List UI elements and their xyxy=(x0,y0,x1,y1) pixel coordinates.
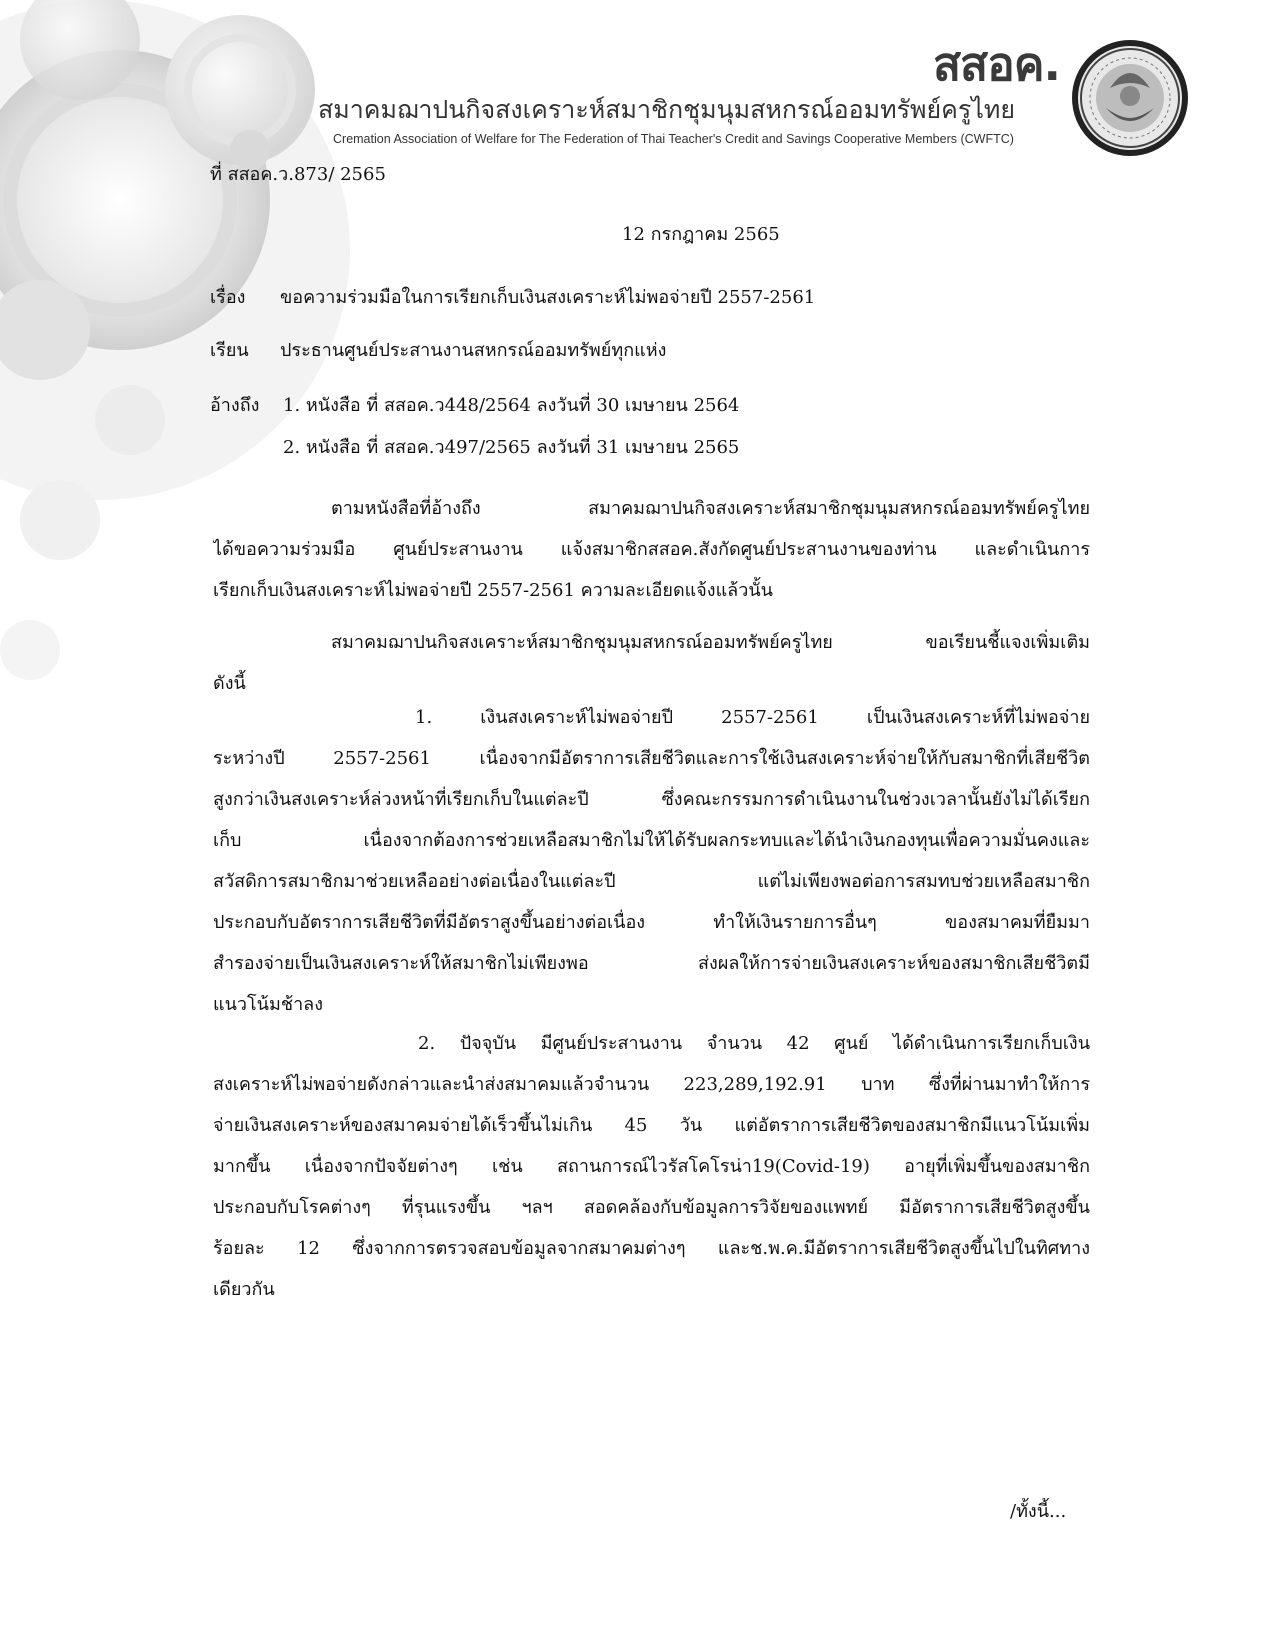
document-date: 12 กรกฎาคม 2565 xyxy=(622,224,780,245)
text-line: แนวโน้มช้าลง xyxy=(213,994,323,1015)
text-line: ได้ขอความร่วมมือ ศูนย์ประสานงาน แจ้งสมาชิกสสอค.สังกัดศูนย์ประสานงานของท่าน และดำเนินการ xyxy=(213,539,1090,560)
text-line: มากขึ้น เนื่องจากปัจจัยต่างๆ เช่น สถานการณ์ไวรัสโคโรน่า19(Covid-19) อายุที่เพิ่มขึ้นของสมาชิก xyxy=(213,1156,1090,1177)
text-line: ดังนี้ xyxy=(213,673,246,694)
paragraph-1 xyxy=(213,488,1090,611)
org-logo-text: สสอค. xyxy=(932,37,1060,91)
continuation-marker: /ทั้งนี้... xyxy=(1010,1501,1067,1522)
text-line: เรียกเก็บเงินสงเคราะห์ไม่พอจ่ายปี 2557-2561 ความละเอียดแจ้งแล้วนั้น xyxy=(213,580,773,601)
text-line: สูงกว่าเงินสงเคราะห์ล่วงหน้าที่เรียกเก็บในแต่ละปี ซึ่งคณะกรรมการดำเนินงานในช่วงเวลานั้นยังไม่ได้เรียก xyxy=(213,789,1090,810)
text-line: จ่ายเงินสงเคราะห์ของสมาคมจ่ายได้เร็วขึ้นไม่เกิน 45 วัน แต่อัตราการเสียชีวิตของสมาชิกมีแนวโน้มเพิ่ม xyxy=(213,1115,1090,1136)
text-line: ตามหนังสือที่อ้างถึง สมาคมฌาปนกิจสงเคราะห์สมาชิกชุมนุมสหกรณ์ออมทรัพย์ครูไทย xyxy=(331,498,1090,519)
item-1 xyxy=(213,697,1090,1025)
subject-label: เรื่อง xyxy=(210,287,246,308)
document-number: ที่ สสอค.ว.873/ 2565 xyxy=(210,164,386,185)
text-line: ร้อยละ 12 ซึ่งจากการตรวจสอบข้อมูลจากสมาคมต่างๆ และช.พ.ค.มีอัตราการเสียชีวิตสูงขึ้นไปในทิศทาง xyxy=(213,1238,1090,1259)
reference-item: 2. หนังสือ ที่ สสอค.ว497/2565 ลงวันที่ 31 เมษายน 2565 xyxy=(283,437,740,458)
org-name-english: Cremation Association of Welfare for The Federation of Thai Teacher's Credit and Savings Cooperative Members (CWFTC) xyxy=(333,132,1014,146)
reference-item: 1. หนังสือ ที่ สสอค.ว448/2564 ลงวันที่ 30 เมษายน 2564 xyxy=(283,395,740,416)
association-seal-icon xyxy=(1070,38,1190,158)
text-line: ประกอบกับอัตราการเสียชีวิตที่มีอัตราสูงขึ้นอย่างต่อเนื่อง ทำให้เงินรายการอื่นๆ ของสมาคมที่ยืมมา xyxy=(213,912,1090,933)
subject-text: ขอความร่วมมือในการเรียกเก็บเงินสงเคราะห์ไม่พอจ่ายปี 2557-2561 xyxy=(280,287,816,308)
reference-label: อ้างถึง xyxy=(210,395,260,416)
text-line: ระหว่างปี 2557-2561 เนื่องจากมีอัตราการเสียชีวิตและการใช้เงินสงเคราะห์จ่ายให้กับสมาชิกที่เสียชีวิต xyxy=(213,748,1090,769)
text-line: เดียวกัน xyxy=(213,1279,275,1300)
recipient-text: ประธานศูนย์ประสานงานสหกรณ์ออมทรัพย์ทุกแห่ง xyxy=(280,340,667,361)
text-line: เก็บ เนื่องจากต้องการช่วยเหลือสมาชิกไม่ให้ได้รับผลกระทบและได้นำเงินกองทุนเพื่อความมั่นคงและ xyxy=(213,830,1090,851)
recipient-label: เรียน xyxy=(210,340,249,361)
text-line: ประกอบกับโรคต่างๆ ที่รุนแรงขึ้น ฯลฯ สอดคล้องกับข้อมูลการวิจัยของแพทย์ มีอัตราการเสียชีวิตสูงขึ้น xyxy=(213,1197,1090,1218)
text-line: สำรองจ่ายเป็นเงินสงเคราะห์ให้สมาชิกไม่เพียงพอ ส่งผลให้การจ่ายเงินสงเคราะห์ของสมาชิกเสียชีวิตมี xyxy=(213,953,1090,974)
text-line: 2. ปัจจุบัน มีศูนย์ประสานงาน จำนวน 42 ศูนย์ ได้ดำเนินการเรียกเก็บเงิน xyxy=(418,1033,1090,1054)
text-line: สมาคมฌาปนกิจสงเคราะห์สมาชิกชุมนุมสหกรณ์ออมทรัพย์ครูไทย ขอเรียนชี้แจงเพิ่มเติม xyxy=(331,632,1090,653)
text-line: สงเคราะห์ไม่พอจ่ายดังกล่าวและนำส่งสมาคมแล้วจำนวน 223,289,192.91 บาท ซึ่งที่ผ่านมาทำให้การ xyxy=(213,1074,1090,1095)
org-name-thai: สมาคมฌาปนกิจสงเคราะห์สมาชิกชุมนุมสหกรณ์ออมทรัพย์ครูไทย xyxy=(318,95,1016,124)
item-2 xyxy=(213,1023,1090,1310)
text-line: สวัสดิการสมาชิกมาช่วยเหลืออย่างต่อเนื่องในแต่ละปี แต่ไม่เพียงพอต่อการสมทบช่วยเหลือสมาชิก xyxy=(213,871,1090,892)
paragraph-2 xyxy=(213,622,1090,704)
text-line: 1. เงินสงเคราะห์ไม่พอจ่ายปี 2557-2561 เป็นเงินสงเคราะห์ที่ไม่พอจ่าย xyxy=(415,707,1090,728)
